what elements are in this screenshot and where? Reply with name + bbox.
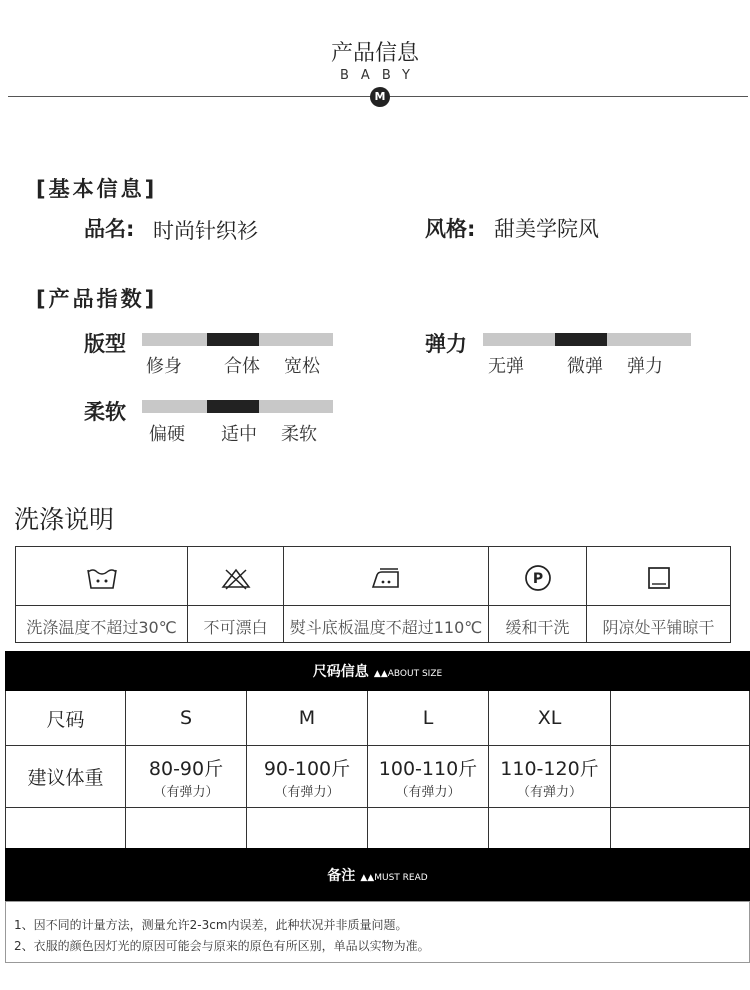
elasticity-scale-indicator: [555, 333, 607, 346]
weight-value: 110-120斤: [500, 757, 599, 780]
table-cell: [611, 691, 750, 745]
fit-option: 合体: [224, 356, 260, 377]
wash-table: [15, 546, 731, 643]
product-name-label: 品名:: [84, 217, 135, 241]
table-cell: [6, 808, 126, 849]
elasticity-option: 无弹: [488, 356, 524, 377]
weight-value: 90-100斤: [263, 757, 351, 780]
table-cell: [611, 808, 750, 849]
size-header-m: M: [298, 707, 316, 729]
table-row: [6, 746, 750, 808]
notes-subtitle: ▲▲MUST READ: [360, 873, 428, 883]
table-cell: [247, 746, 368, 807]
weight-note: （有弹力）: [274, 784, 340, 800]
svg-text:P: P: [532, 571, 543, 587]
table-cell: [6, 691, 126, 745]
fit-label: 版型: [84, 332, 126, 356]
weight-note: （有弹力）: [395, 784, 461, 800]
no-bleach-icon: [188, 561, 283, 595]
basic-info-heading: [基本信息]: [36, 177, 158, 201]
size-header-s: S: [179, 707, 193, 729]
fit-option: 宽松: [284, 356, 320, 377]
table-cell: [489, 808, 611, 849]
wash-item-text: 阴凉处平铺晾干: [602, 618, 715, 637]
fit-option: 修身: [146, 356, 182, 377]
table-cell: [368, 808, 489, 849]
fit-scale: [142, 333, 333, 346]
notes-band: [5, 848, 750, 901]
wash-item-text: 缓和干洗: [505, 618, 570, 637]
table-cell: [489, 746, 611, 807]
elasticity-option: 弹力: [627, 356, 663, 377]
table-row: [6, 808, 750, 850]
dry-clean-p-icon: [489, 561, 586, 595]
fit-scale-indicator: [207, 333, 259, 346]
size-header-xl: XL: [537, 707, 562, 729]
size-header-label: 尺码: [46, 708, 85, 731]
elasticity-label: 弹力: [425, 332, 467, 356]
table-cell: [247, 691, 368, 745]
product-name-value: 时尚针织衫: [153, 219, 258, 243]
dry-flat-shade-icon: [587, 561, 730, 595]
softness-option: 偏硬: [149, 424, 185, 445]
notes-title: 备注: [327, 868, 356, 884]
note-line: 2、衣服的颜色因灯光的原因可能会与原来的原色有所区别，单品以实物为准。: [14, 939, 430, 953]
wash-30-icon: [16, 561, 187, 595]
style-label: 风格:: [425, 217, 476, 241]
size-table: [5, 691, 750, 850]
wash-item-text: 不可漂白: [203, 618, 268, 637]
page-title: 产品信息: [330, 41, 419, 66]
wash-item-text: 熨斗底板温度不超过110℃: [289, 618, 483, 637]
wash-item: [16, 547, 188, 642]
wash-item: [188, 547, 284, 642]
table-cell: [368, 691, 489, 745]
table-cell: [611, 746, 750, 807]
size-info-title: 尺码信息: [312, 664, 369, 680]
softness-option: 柔软: [281, 424, 317, 445]
iron-icon: [284, 561, 488, 595]
softness-scale: [142, 400, 333, 413]
table-cell: [126, 746, 247, 807]
weight-value: 100-110斤: [378, 757, 478, 780]
table-cell: [368, 746, 489, 807]
page-subtitle: BABY: [340, 68, 422, 83]
weight-value: 80-90斤: [148, 757, 224, 780]
wash-item: [489, 547, 587, 642]
note-line: 1、因不同的计量方法，测量允许2-3cm内误差，此种状况并非质量问题。: [14, 918, 408, 932]
size-info-band: [5, 651, 750, 691]
table-cell: [6, 746, 126, 807]
weight-note: （有弹力）: [153, 784, 219, 800]
softness-option: 适中: [221, 424, 257, 445]
header-badge: M: [370, 87, 390, 107]
product-index-heading: [产品指数]: [36, 287, 158, 311]
table-cell: [126, 691, 247, 745]
table-cell: [126, 808, 247, 849]
wash-item-text: 洗涤温度不超过30℃: [26, 618, 177, 637]
weight-label: 建议体重: [27, 767, 104, 789]
wash-item: [284, 547, 489, 642]
style-value: 甜美学院风: [494, 217, 599, 241]
wash-item: [587, 547, 730, 642]
wash-instructions-heading: 洗涤说明: [14, 505, 115, 534]
weight-note: （有弹力）: [516, 784, 582, 800]
softness-scale-indicator: [207, 400, 259, 413]
notes-box: [5, 901, 750, 963]
size-info-subtitle: ▲▲ABOUT SIZE: [373, 669, 443, 679]
softness-label: 柔软: [84, 400, 126, 424]
table-row: [6, 691, 750, 746]
elasticity-scale: [483, 333, 691, 346]
table-cell: [247, 808, 368, 849]
size-header-l: L: [422, 707, 434, 729]
table-cell: [489, 691, 611, 745]
elasticity-option: 微弹: [567, 356, 603, 377]
